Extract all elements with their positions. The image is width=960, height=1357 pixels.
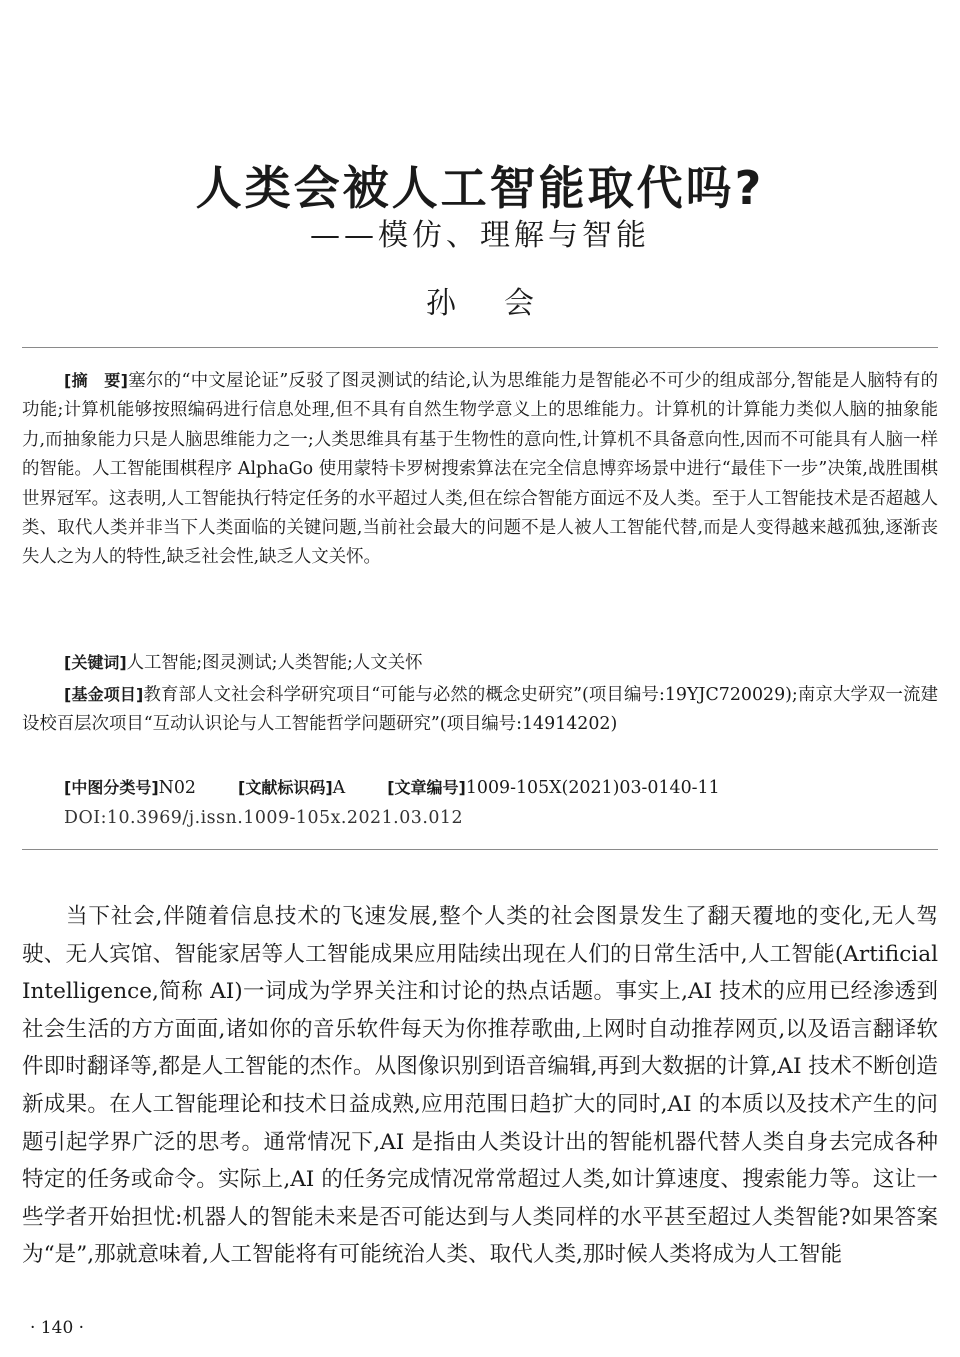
article-number-label: [文章编号]: [387, 778, 466, 797]
fund-label: [基金项目]: [64, 685, 144, 704]
keywords: [22, 648, 938, 678]
clc-label: [中图分类号]: [64, 778, 159, 797]
author-name: 孙会: [426, 286, 582, 321]
keywords-label: [关键词]: [64, 653, 127, 672]
article-title: 人类会被人工智能取代吗?: [195, 161, 765, 215]
abstract: [22, 366, 938, 573]
doc-code-label: [文献标识码]: [238, 778, 333, 797]
doi: DOI:10.3969/j.issn.1009-105x.2021.03.012: [64, 808, 464, 828]
fund-text: 教育部人文社会科学研究项目“可能与必然的概念史研究”(项目编号:19YJC720029);南京大学双一流建设校百层次项目“互动认识论与人工智能哲学问题研究”(项目编号:14914202): [22, 685, 938, 735]
keywords-text: 人工智能;图灵测试;人类智能;人文关怀: [126, 653, 423, 673]
body-paragraph: 当下社会,伴随着信息技术的飞速发展,整个人类的社会图景发生了翻天覆地的变化,无人驾驶、无人宾馆、智能家居等人工智能成果应用陆续出现在人们的日常生活中,人工智能(Artificial Intelligence,简称 AI)一词成为学界关注和讨论的热点话题。事实上,AI 技术的应用已经渗透到社会生活的方方面面,诸如你的音乐软件每天为你推荐歌曲,上网时自动推荐网页,以及语言翻译软件即时翻译等,都是人工智能的杰作。从图像识别到语音编辑,再到大数据的计算,AI 技术不断创造新成果。在人工智能理论和技术日益成熟,应用范围日趋扩大的同时,AI 的本质以及技术产生的问题引起学界广泛的思考。通常情况下,AI 是指由人类设计出的智能机器代替人类自身去完成各种特定的任务或命令。实际上,AI 的任务完成情况常常超过人类,如计算速度、搜索能力等。这让一些学者开始担忧:机器人的智能未来是否可能达到与人类同样的水平甚至超过人类智能?如果答案为“是”,那就意味着,人工智能将有可能统治人类、取代人类,那时候人类将成为人工智能: [22, 904, 938, 1268]
fund-info: [22, 680, 938, 740]
article-number-value: 1009-105X(2021)03-0140-11: [465, 778, 720, 798]
abstract-label: [摘 要]: [64, 371, 128, 390]
page-number: · 140 ·: [30, 1318, 85, 1338]
abstract-text: 塞尔的“中文屋论证”反驳了图灵测试的结论,认为思维能力是智能必不可少的组成部分,智能是人脑特有的功能;计算机能够按照编码进行信息处理,但不具有自然生物学意义上的思维能力。计算机的计算能力类似人脑的抽象能力,而抽象能力只是人脑思维能力之一;人类思维具有基于生物性的意向性,计算机不具备意向性,因而不可能具有人脑一样的智能。人工智能围棋程序 AlphaGo 使用蒙特卡罗树搜索算法在完全信息博弈场景中进行“最佳下一步”决策,战胜围棋世界冠军。这表明,人工智能执行特定任务的水平超过人类,但在综合智能方面远不及人类。至于人工智能技术是否超越人类、取代人类并非当下人类面临的关键问题,当前社会最大的问题不是人被人工智能代替,而是人变得越来越孤独,逐渐丧失人之为人的特性,缺乏社会性,缺乏人文关怀。: [22, 371, 938, 568]
clc-value: N02: [158, 778, 196, 798]
top-divider: [22, 347, 938, 348]
classification-line: [22, 773, 938, 803]
bottom-divider: [22, 849, 938, 850]
doc-code-value: A: [332, 778, 346, 798]
article-subtitle: ——模仿、理解与智能: [310, 218, 650, 253]
